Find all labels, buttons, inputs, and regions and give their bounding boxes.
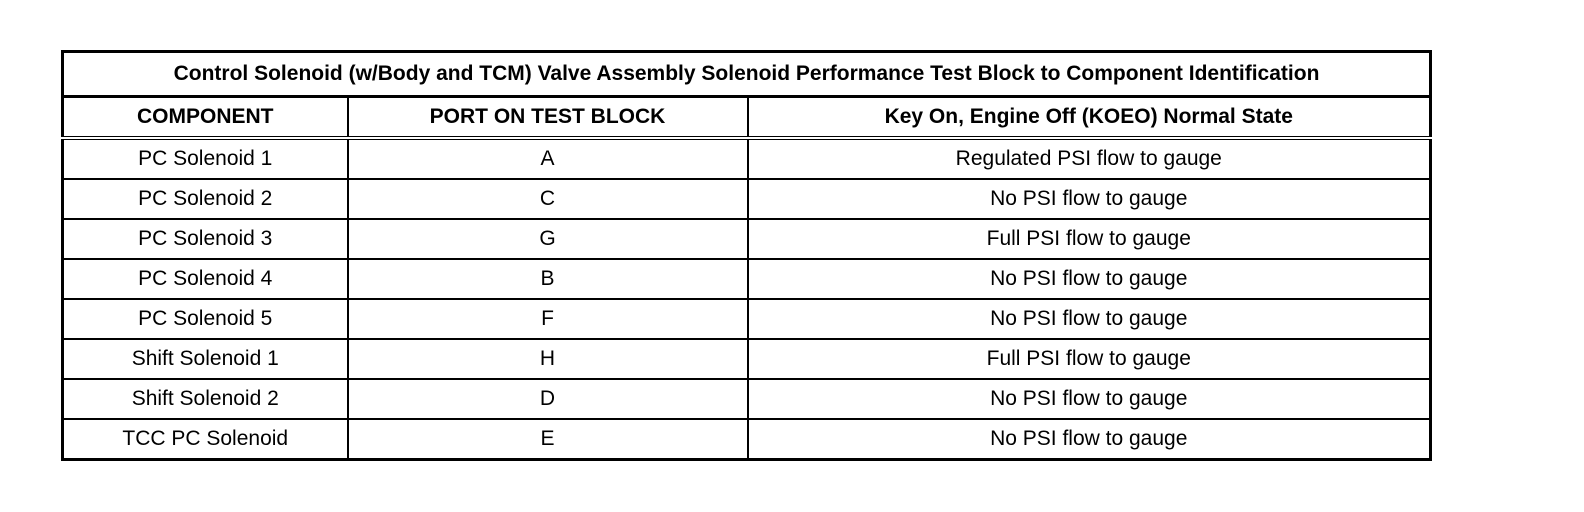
table-row [63, 179, 1431, 219]
component-cell: Shift Solenoid 2 [63, 379, 348, 419]
port-cell: C [348, 179, 748, 219]
solenoid-identification-table [61, 50, 1432, 461]
component-cell: PC Solenoid 1 [63, 138, 348, 179]
table-row [63, 138, 1431, 179]
table-row [63, 259, 1431, 299]
table-title: Control Solenoid (w/Body and TCM) Valve Assembly Solenoid Performance Test Block to Component Identification [63, 52, 1431, 97]
table-row [63, 339, 1431, 379]
component-cell: PC Solenoid 4 [63, 259, 348, 299]
port-cell: F [348, 299, 748, 339]
state-cell: No PSI flow to gauge [748, 259, 1431, 299]
table-row [63, 299, 1431, 339]
state-cell: Regulated PSI flow to gauge [955, 147, 1222, 170]
table-row [63, 219, 1431, 259]
port-cell: H [348, 339, 748, 379]
component-cell: Shift Solenoid 1 [63, 339, 348, 379]
table-row [63, 379, 1431, 419]
column-header-component: COMPONENT [63, 97, 348, 139]
state-cell: No PSI flow to gauge [748, 179, 1431, 219]
component-cell: PC Solenoid 3 [63, 219, 348, 259]
table-header-row [63, 97, 1431, 139]
state-cell: Full PSI flow to gauge [748, 219, 1431, 259]
table-row [63, 419, 1431, 460]
table-title-row [63, 52, 1431, 97]
state-cell: Full PSI flow to gauge [748, 339, 1431, 379]
column-header-port: PORT ON TEST BLOCK [348, 97, 748, 139]
component-cell: TCC PC Solenoid [63, 419, 348, 460]
state-cell: No PSI flow to gauge [748, 299, 1431, 339]
port-cell: E [348, 419, 748, 460]
state-cell: No PSI flow to gauge [748, 379, 1431, 419]
port-cell: B [348, 259, 748, 299]
solenoid-identification-table-container [61, 50, 1429, 461]
port-cell: G [348, 219, 748, 259]
state-cell: No PSI flow to gauge [748, 419, 1431, 460]
port-cell: D [348, 379, 748, 419]
column-header-koeo-state: Key On, Engine Off (KOEO) Normal State [748, 97, 1431, 139]
component-cell: PC Solenoid 5 [63, 299, 348, 339]
port-cell: A [348, 138, 748, 179]
component-cell: PC Solenoid 2 [63, 179, 348, 219]
